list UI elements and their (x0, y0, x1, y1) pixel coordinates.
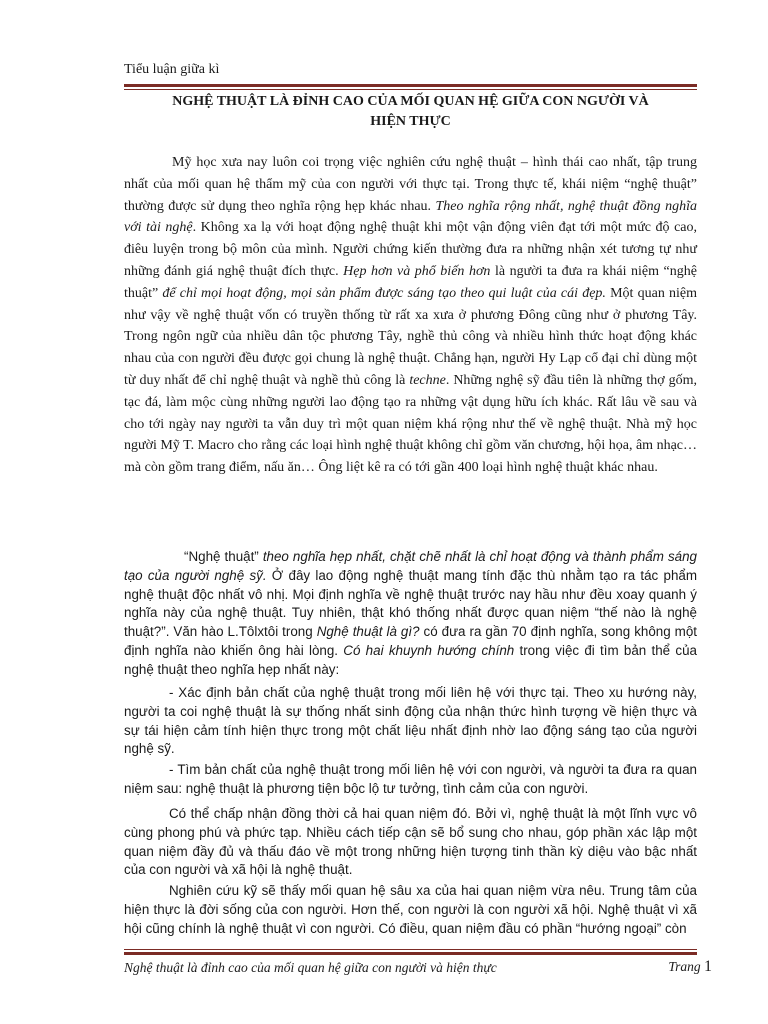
p2-text-e: có đưa ra gần 70 định nghĩa, song không một định nghĩa nào khiến ông hài lòng. (124, 624, 697, 658)
footer-rule-thin (124, 949, 697, 950)
paragraph-6: Nghiên cứu kỹ sẽ thấy mối quan hệ sâu xa của hai quan niệm vừa nêu. Trung tâm của hiện thực là đời sống của con người. Hơn thế, con người là con người xã hội. Nghệ thuật vì xã hội cũng chính là nghệ thuật vì con người. Có điều, quan niệm đầu có phần “hướng ngoại” còn (124, 883, 697, 936)
p2-text-g: trong việc đi tìm bản thể của nghệ thuật theo nghĩa hẹp nhất này: (124, 642, 697, 677)
title-line-2: HIỆN THỰC (370, 114, 451, 129)
p1-italic-d: Hẹp hơn và phổ biến hơn (343, 263, 491, 279)
page-label: Trang (668, 959, 701, 974)
title-line-1: NGHỆ THUẬT LÀ ĐỈNH CAO CỦA MỐI QUAN HỆ GIỮA CON NGƯỜI VÀ (172, 94, 649, 109)
p1-text-i: . Những nghệ sỹ đầu tiên là những thợ gốm, tạc đá, làm mộc cùng những người lao động tạo ra những vật dụng hữu ích khác. Rất lâu về sau và cho tới ngày nay người ta vẫn duy trì một quan niệm khá rộng như thế về nghệ thuật. Nhà mỹ học người Mỹ T. Macro cho rằng các loại hình nghệ thuật không chỉ gồm văn chương, hội họa, âm nhạc… mà còn gồm trang điểm, nấu ăn… Ông liệt kê ra có tới gần 400 loại hình nghệ thuật khác nhau. (124, 372, 697, 476)
p1-italic-h: techne (409, 372, 446, 388)
footer-rule-thick (124, 952, 697, 955)
header-rule-thick (124, 84, 697, 87)
running-footer: Nghệ thuật là đỉnh cao của mối quan hệ giữa con người và hiện thực (124, 960, 497, 975)
document-title (124, 92, 697, 132)
p2-italic-b: theo nghĩa hẹp nhất, chặt chẽ nhất là chỉ hoạt động và thành phẩm sáng tạo của người nghệ sỹ. (124, 549, 697, 583)
p2-text-c: Ở đây lao động nghệ thuật mang tính đặc thù nhằm tạo ra tác phẩm nghệ thuật độc nhất vô nhị. Mọi định nghĩa về nghệ thuật trước nay hầu như đều xoay quanh ý nghĩa này của nghệ thuật. Tuy nhiên, thật khó thống nhất được quan niệm “thế nào là nghệ thuật?”. Văn hào L.Tôlxtôi trong (124, 567, 698, 640)
p1-italic-b: Theo nghĩa rộng nhất, nghệ thuật đồng nghĩa với tài nghệ (124, 198, 697, 236)
p1-text-a: Mỹ học xưa nay luôn coi trọng việc nghiên cứu nghệ thuật – hình thái cao nhất, tập trung nhất của mối quan hệ thẩm mỹ của con người với thực tại. Trong thực tế, khái niệm “nghệ thuật” thường được sử dụng theo nghĩa rộng hẹp khác nhau. (124, 155, 697, 214)
p1-text-g: Một quan niệm như vậy về nghệ thuật vốn có truyền thống từ rất xa xưa ở phương Đông cũng như ở phương Tây. Trong ngôn ngữ của nhiều dân tộc phương Tây, nghề thủ công và nhiều hình thức hoạt động khác nhau của con người đều được gọi chung là nghệ thuật. Chẳng hạn, người Hy Lạp cổ đại chỉ dùng một từ duy nhất để chỉ nghệ thuật và nghề thủ công là (124, 285, 697, 388)
paragraph-5: Có thể chấp nhận đồng thời cả hai quan niệm đó. Bởi vì, nghệ thuật là một lĩnh vực vô cùng phong phú và phức tạp. Nhiều cách tiếp cận sẽ bổ sung cho nhau, góp phần xác lập một quan niệm đầy đủ và thấu đáo về một trong những hiện tượng tinh thần kỳ diệu vào bậc nhất của con người và xã hội là nghệ thuật. (124, 806, 697, 878)
paragraph-4: - Tìm bản chất của nghệ thuật trong mối liên hệ với con người, và người ta đưa ra quan niệm sau: nghệ thuật là phương tiện bộc lộ tư tưởng, tình cảm của con người. (124, 762, 697, 796)
paragraph-3: - Xác định bản chất của nghệ thuật trong mối liên hệ với thực tại. Theo xu hướng này, người ta coi nghệ thuật là sự thống nhất sinh động của nhận thức hình tượng về hiện thực và sự tái hiện cảm tính hiện thực trong một chất liệu nhất định nhờ lao động sáng tạo của người nghệ sỹ. (124, 685, 697, 757)
paragraph-2 (124, 548, 697, 680)
p2-italic-f: Có hai khuynh hướng chính (343, 642, 515, 658)
running-header: Tiểu luận giữa kì (124, 62, 220, 77)
page-number (668, 958, 712, 976)
p2-italic-d: Nghệ thuật là gì? (316, 624, 420, 640)
p1-text-e: là người ta đưa ra khái niệm “nghệ thuật” (124, 263, 697, 301)
p2-text-a: “Nghệ thuật” (184, 549, 263, 564)
p1-text-c: . Không xa lạ với hoạt động nghệ thuật khi một vận động viên đạt tới một mức độ cao, điêu luyện trong bộ môn của mình. Người chứng kiến thường đưa ra những nhận xét tương tự như những đánh giá nghệ thuật đích thực. (124, 220, 697, 279)
paragraph-1 (124, 152, 697, 479)
p1-italic-f: để chỉ mọi hoạt động, mọi sản phẩm được sáng tạo theo qui luật của cái đẹp. (162, 285, 606, 301)
header-rule-thin (124, 89, 697, 90)
page-number-value: 1 (704, 958, 712, 975)
